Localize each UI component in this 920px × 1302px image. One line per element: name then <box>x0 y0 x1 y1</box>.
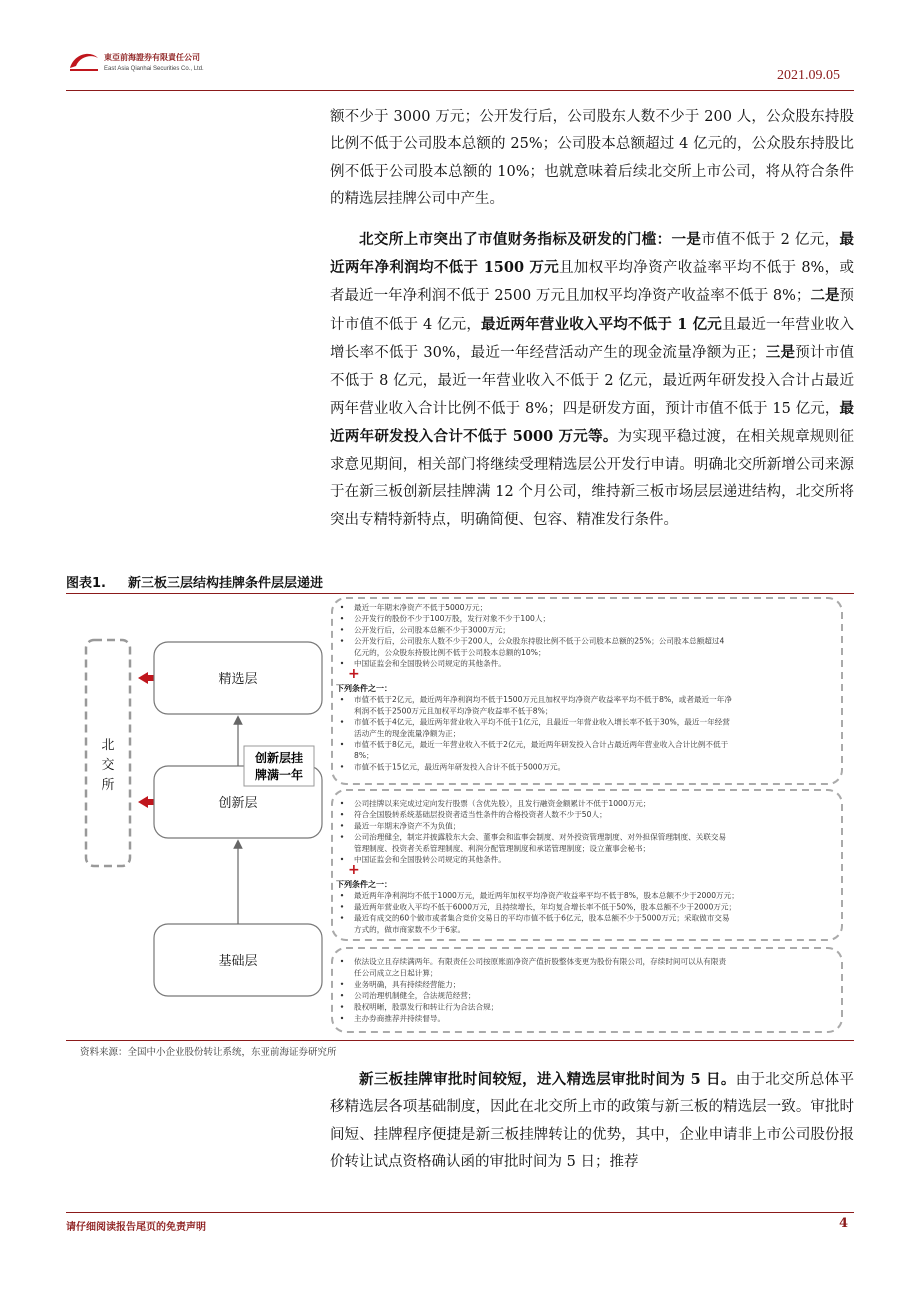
jingxuan-opt-line: 活动产生的现金流量净额为正； <box>354 728 461 738</box>
jichu-cond-bullet <box>341 994 343 996</box>
jichu-cond-line: 依法设立且存续满两年。有限责任公司按原账面净资产值折股整体变更为股份有限公司，存续时间可以从有限责 <box>354 957 727 966</box>
chuangxin-opt-line: 最近有成交的60个做市或者集合竞价交易日的平均市值不低于6亿元，股本总额不少于5000万元；采取做市交易 <box>354 913 730 923</box>
jingxuan-cond-bullet <box>341 606 343 608</box>
jingxuan-cond-line: 公开发行的股份不少于100万股，发行对象不少于100人； <box>354 614 551 624</box>
p3-lead: 新三板挂牌审批时间较短，进入精选层审批时间为 5 日。 <box>359 1071 736 1088</box>
header-divider <box>66 90 854 91</box>
jingxuan-cond-bullet <box>341 628 343 630</box>
layer-label-jingxuan: 精选层 <box>218 672 258 687</box>
structure-diagram <box>66 594 854 1040</box>
jingxuan-opt-line: 市值不低于4亿元，最近两年营业收入平均不低于1亿元，且最近一年营业收入增长率不低于30%，最近一年经营 <box>354 717 730 727</box>
chuangxin-cond-line: 管理制度、投资者关系管理制度、利润分配管理制度和承诺管理制度；设立董事会秘书； <box>354 843 651 853</box>
layer-label-chuangxin: 创新层 <box>218 796 258 811</box>
paragraph-1: 额不少于 3000 万元；公开发行后，公司股东人数不少于 200 人，公众股东持股比例不低于公司股本总额的 25%；公司股本总额超过 4 亿元的，公众股东持股比例不低于公司股本总额的 10%；也就意味着后续北交所上市公司，将从符合条件的精选层挂牌公司中产生。 <box>330 109 854 208</box>
figure-label: 图表1. <box>66 576 106 591</box>
chuangxin-cond-line: 符合全国股转系统基础层投资者适当性条件的合格投资者人数不少于50人； <box>354 810 607 820</box>
jingxuan-cond-line: 亿元的，公众股东持股比例不低于公司股本总额的10%； <box>354 647 546 657</box>
beijiaosuo-char-1: 北 <box>101 738 115 753</box>
jingxuan-cond-bullet <box>341 617 343 619</box>
chuangxin-cond-line: 公司挂牌以来完成过定向发行股票（含优先股），且发行融资金额累计不低于1000万元； <box>354 799 651 808</box>
jingxuan-plus-icon: + <box>348 666 360 683</box>
condition-label-line-1: 创新层挂 <box>254 751 304 765</box>
jingxuan-opt-line: 市值不低于2亿元，最近两年净利润均不低于1500万元且加权平均净资产收益率平均不低于8%，或者最近一年净 <box>354 695 732 705</box>
beijiaosuo-char-2: 交 <box>101 758 115 773</box>
chuangxin-cond-line: 最近一年期末净资产不为负值； <box>354 821 461 831</box>
p2-s12: 最近两年研发投入合计不低于 5000 万元等。 <box>330 400 854 446</box>
p3-body: 由于北交所总体平移精选层各项基础制度，因此在北交所上市的政策与新三板的精选层一致。审批时间短、挂牌程序便捷是新三板挂牌转让的优势，其中，企业申请非上市公司股份报价转让试点资格确认函的审批时间为 5 日；推荐 <box>330 1072 854 1171</box>
page-number: 4 <box>838 1216 848 1231</box>
conditions-text-group <box>336 602 739 1023</box>
jingxuan-cond-line: 公开发行后，公司股本总额不少于3000万元； <box>354 625 511 635</box>
jingxuan-opt-line: 市值不低于8亿元，最近一年营业收入不低于2亿元，最近两年研发投入合计占最近两年营业收入合计比例不低于 <box>354 740 729 749</box>
figure-caption: 新三板三层结构挂牌条件层层递进 <box>127 576 323 591</box>
figure-source: 资料来源：全国中小企业股份转让系统，东亚前海证券研究所 <box>80 1047 337 1058</box>
jingxuan-options-head: 下列条件之一： <box>336 684 392 694</box>
p2-s3: 市值不低于 2 亿元， <box>701 231 840 248</box>
chuangxin-plus-icon: + <box>348 862 360 879</box>
figure-bottom-divider <box>66 1040 854 1041</box>
layer-label-jichu: 基础层 <box>218 954 258 969</box>
figure-title <box>66 572 323 591</box>
chuangxin-cond-line: 公司治理健全，制定并披露股东大会、董事会和监事会制度、对外投资管理制度、对外担保管理制度、关联交易 <box>354 832 727 842</box>
body-text-top <box>330 104 854 546</box>
chuangxin-opt-bullet <box>341 905 343 907</box>
chuangxin-cond-bullet <box>341 835 343 837</box>
jichu-cond-line: 股权明晰，股票发行和转让行为合法合规； <box>354 1002 499 1012</box>
jichu-cond-bullet <box>341 983 343 985</box>
p2-three: 三是 <box>765 344 796 362</box>
chuangxin-options-head: 下列条件之一： <box>336 880 392 890</box>
jingxuan-opt-line: 市值不低于15亿元，最近两年研发投入合计不低于5000万元。 <box>354 762 566 772</box>
paragraph-2 <box>330 226 854 534</box>
p2-s5: 且加权平均净资产收益率平均不低于 8%，或者最近一年净利润不低于 2500 万元且加权平均净资产收益率不低于 8%； <box>330 260 854 305</box>
p2-lead: 北交所上市突出了市值财务指标及研发的门槛： <box>359 230 672 248</box>
body-text-bottom <box>330 1066 854 1189</box>
jichu-cond-line: 任公司成立之日起计算； <box>354 968 438 978</box>
footer-divider <box>66 1212 854 1213</box>
jichu-cond-bullet <box>341 1017 343 1019</box>
company-logo-icon <box>66 50 102 74</box>
red-arrow-1-icon <box>138 672 154 684</box>
jingxuan-cond-line: 公开发行后，公司股东人数不少于200人，公众股东持股比例不低于公司股本总额的25%；公司股本总额超过4 <box>354 636 725 646</box>
chuangxin-cond-bullet <box>341 802 343 804</box>
chuangxin-opt-line: 最近两年净利润均不低于1000万元，最近两年加权平均净资产收益率平均不低于8%，股本总额不少于2000万元； <box>354 891 739 901</box>
jingxuan-opt-line: 8%； <box>354 751 374 761</box>
company-name-en: East Asia Qianhai Securities Co., Ltd. <box>104 66 204 72</box>
jichu-cond-line: 主办券商推荐并持续督导。 <box>354 1014 446 1023</box>
jingxuan-opt-bullet <box>341 765 343 767</box>
beijiaosuo-box <box>86 640 130 866</box>
red-arrow-2-icon <box>138 796 154 808</box>
jichu-cond-line: 业务明确，具有持续经营能力； <box>354 979 461 989</box>
p2-s11: 预计市值不低于 8 亿元，最近一年营业收入不低于 2 亿元，最近两年研发投入合计占最近两年营业收入合计比例不低于 8%；四是研发方面，预计市值不低于 15 亿元， <box>330 345 854 418</box>
p2-s7: 预计市值不低于 4 亿元， <box>330 288 855 333</box>
p2-s4: 最近两年净利润均不低于 1500 万元 <box>330 230 854 277</box>
chuangxin-cond-bullet <box>341 858 343 860</box>
chuangxin-cond-line: 中国证监会和全国股转公司规定的其他条件。 <box>354 855 506 864</box>
p2-s8: 最近两年营业收入平均不低于 1 亿元 <box>481 315 722 333</box>
chuangxin-opt-bullet <box>341 916 343 918</box>
footer-disclaimer[interactable]: 请仔细阅读报告尾页的免责声明 <box>66 1222 206 1233</box>
jingxuan-cond-line: 中国证监会和全国股转公司规定的其他条件。 <box>354 659 506 668</box>
chuangxin-opt-line: 最近两年营业收入平均不低于6000万元，且持续增长，年均复合增长率不低于50%，股本总额不少于2000万元； <box>354 902 737 912</box>
condition-label-line-2: 牌满一年 <box>254 768 304 782</box>
company-name-cn: 東亞前海證券有限責任公司 <box>104 53 200 62</box>
chuangxin-cond-bullet <box>341 813 343 815</box>
jingxuan-opt-line: 利润不低于2500万元且加权平均净资产收益率不低于8%； <box>354 706 553 716</box>
paragraph-3 <box>330 1066 854 1177</box>
jichu-cond-bullet <box>341 960 343 962</box>
chuangxin-cond-bullet <box>341 824 343 826</box>
jichu-cond-bullet <box>341 1005 343 1007</box>
jingxuan-opt-bullet <box>341 698 343 700</box>
jingxuan-cond-line: 最近一年期末净资产不低于5000万元； <box>354 603 488 612</box>
report-date: 2021.09.05 <box>777 68 840 83</box>
p2-two: 二是 <box>810 287 840 305</box>
jingxuan-opt-bullet <box>341 743 343 745</box>
p2-s9: 且最近一年营业收入增长率不低于 30%，最近一年经营活动产生的现金流量净额为正； <box>330 316 855 362</box>
chuangxin-opt-line: 方式的，做市商家数不少于6家。 <box>354 924 466 934</box>
jichu-cond-line: 公司治理机制健全，合法规范经营； <box>354 991 476 1001</box>
jingxuan-cond-bullet <box>341 662 343 664</box>
p2-s13: 为实现平稳过渡，在相关规章规则征求意见期间，相关部门将继续受理精选层公开发行申请。明确北交所新增公司来源于在新三板创新层挂牌满 12 个月公司，维持新三板市场层层递进结构，北交所将突出专精特新特点，明确简便、包容、精准发行条件。 <box>330 429 855 528</box>
beijiaosuo-char-3: 所 <box>101 778 115 793</box>
chuangxin-opt-bullet <box>341 894 343 896</box>
jingxuan-opt-bullet <box>341 720 343 722</box>
p2-one: 一是 <box>671 230 702 248</box>
jingxuan-cond-bullet <box>341 639 343 641</box>
